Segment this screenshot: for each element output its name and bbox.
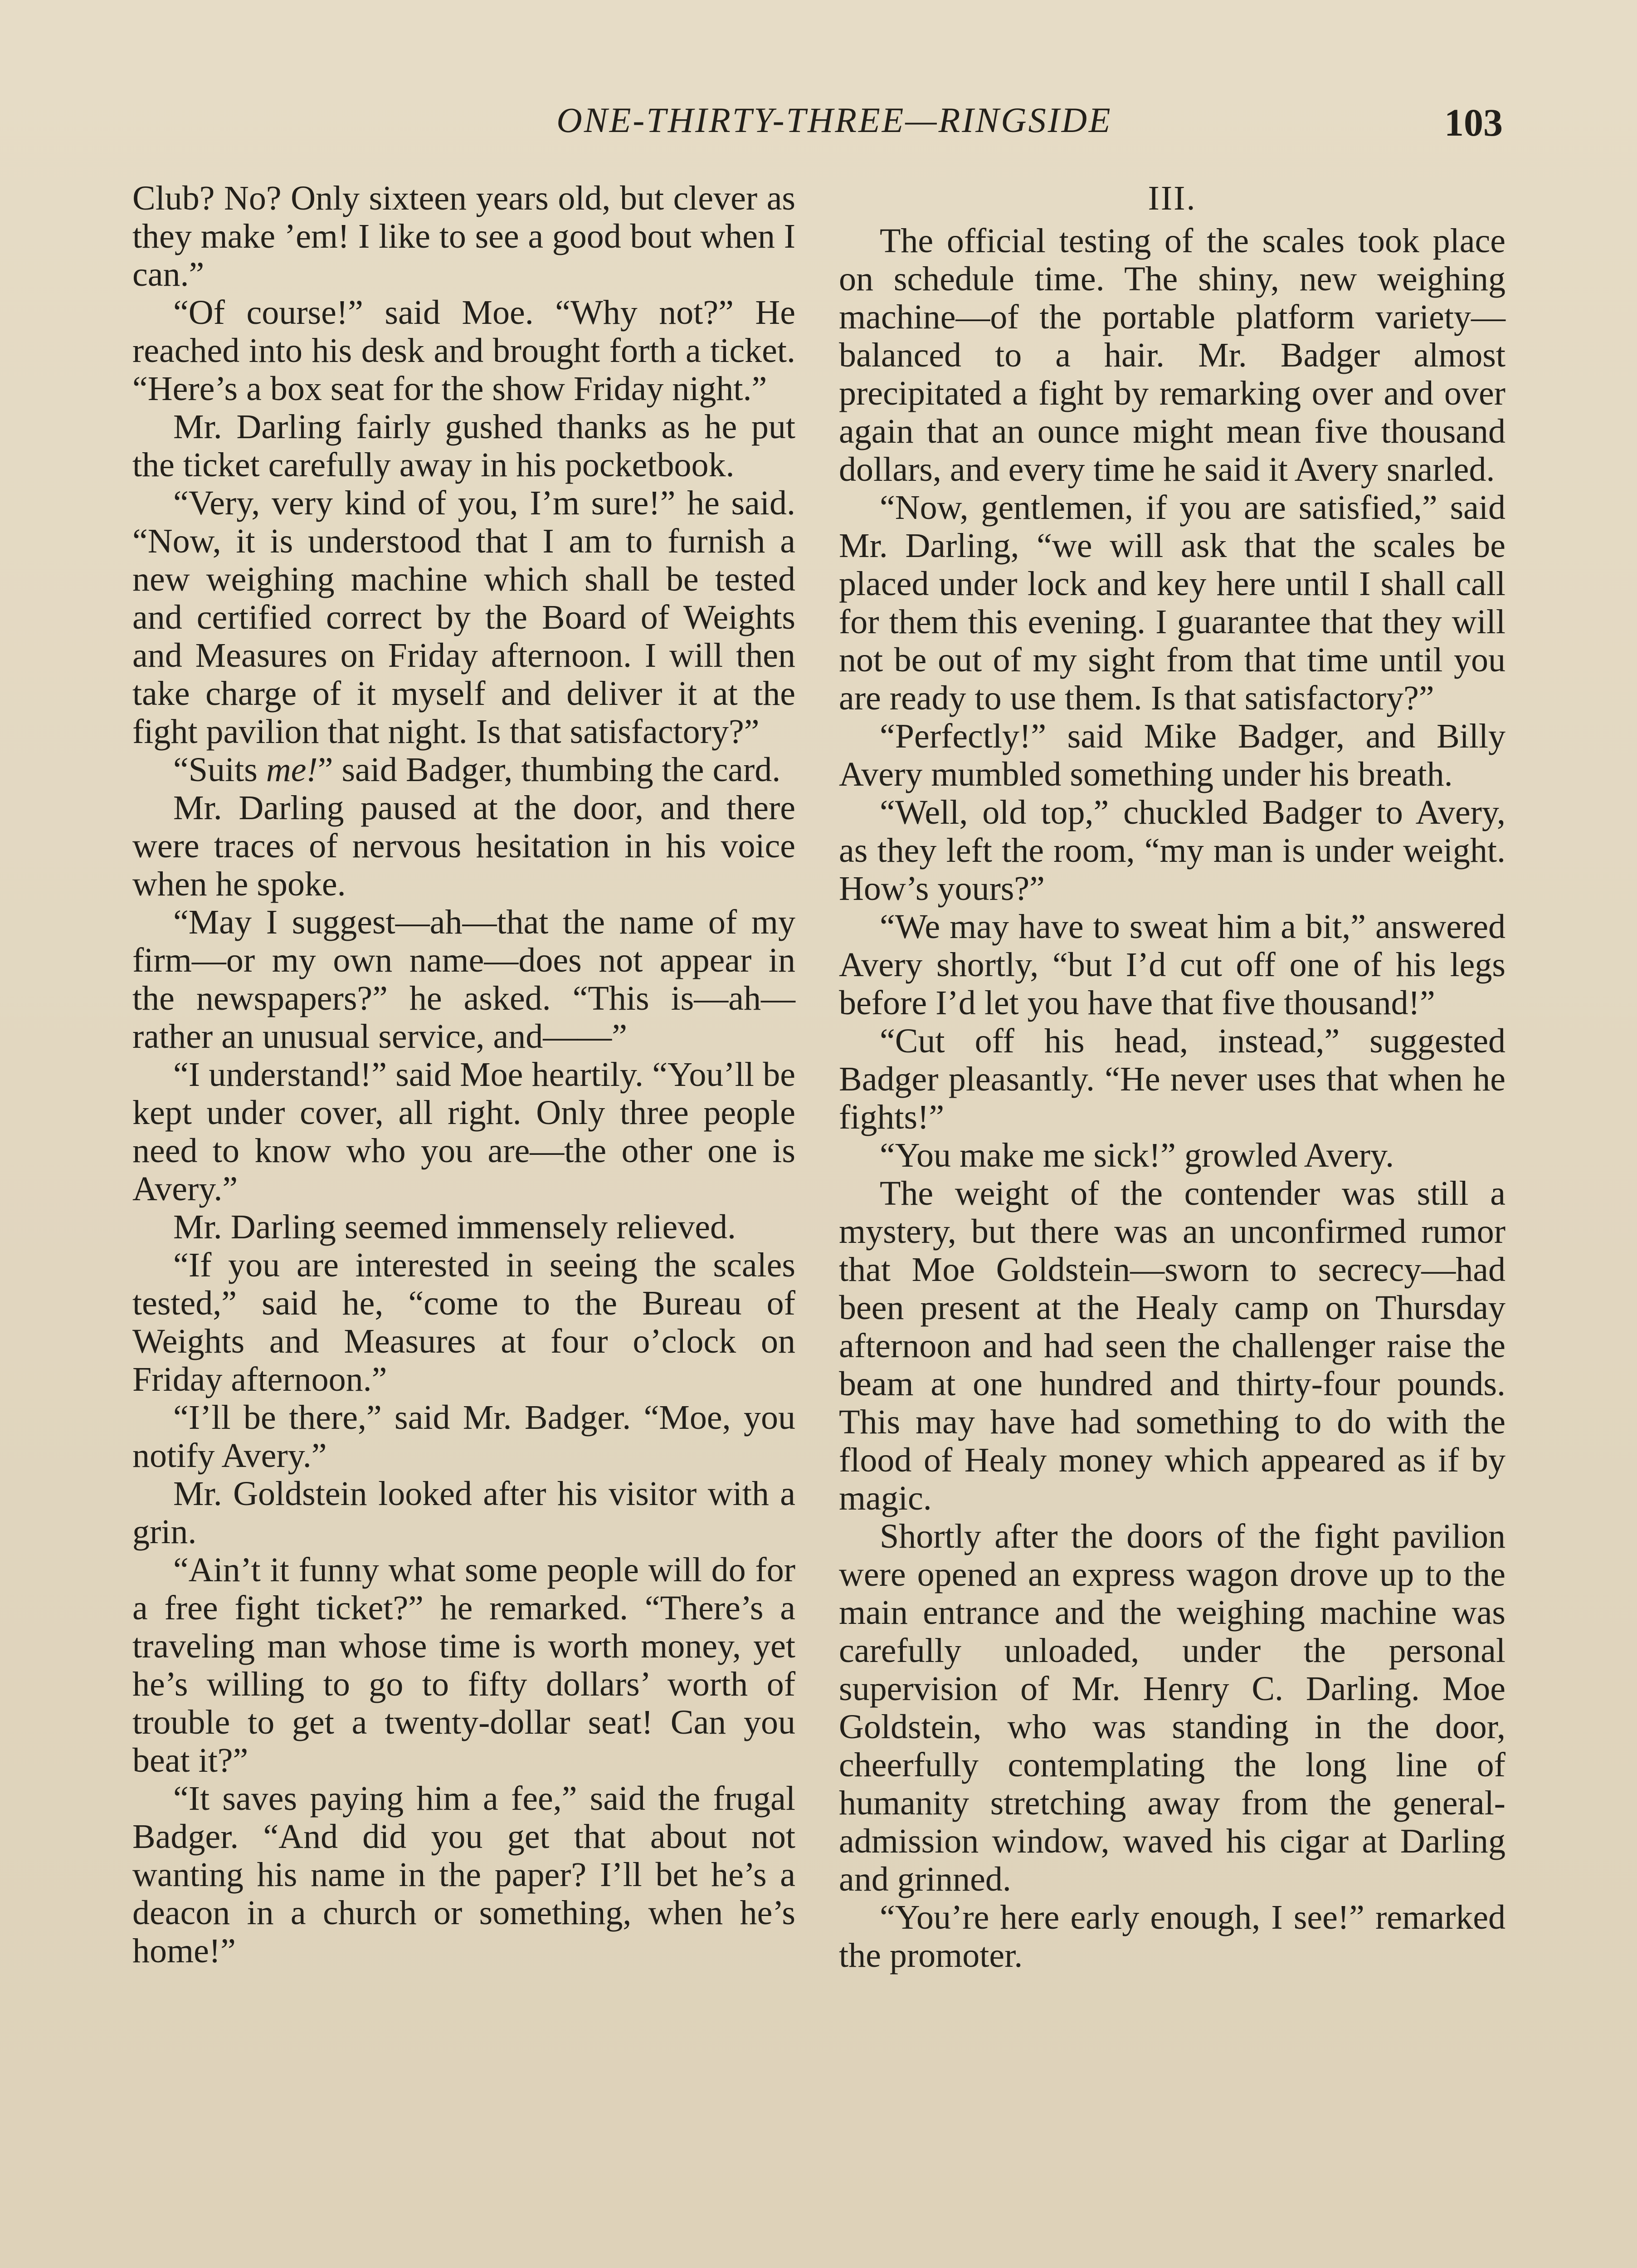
emphasis-text: me! — [266, 751, 318, 789]
paragraph: “Well, old top,” chuckled Badger to Avery, as they left the room, “my man is under weight. How’s yours?” — [839, 793, 1505, 908]
paragraph: The official testing of the scales took place on schedule time. The shiny, new weighing machine—of the portable platform variety—balanced to a hair. Mr. Badger almost precipitated a fight by remarking over and over again that an ounce might mean five thousand dollars, and every time he said it Avery snarled. — [839, 222, 1505, 489]
quote-open: “Suits — [173, 751, 266, 789]
paragraph: “May I suggest—ah—that the name of my firm—or my own name—does not appear in the newspapers?” he asked. “This is—ah—rather an unusual service, and——” — [132, 903, 795, 1056]
paragraph: “I’ll be there,” said Mr. Badger. “Moe, you notify Avery.” — [132, 1398, 795, 1475]
paragraph: “Cut off his head, instead,” suggested Badger pleasantly. “He never uses that when he fights!” — [839, 1022, 1505, 1136]
paragraph: Mr. Darling seemed immensely relieved. — [173, 1208, 736, 1246]
paragraph: “You make me sick!” growled Avery. — [880, 1136, 1394, 1174]
page-number: 103 — [1444, 101, 1503, 144]
paragraph: Mr. Darling fairly gushed thanks as he put the ticket carefully away in his pocketbook. — [132, 408, 795, 484]
running-title: ONE-THIRTY-THREE—RINGSIDE — [556, 100, 1112, 140]
paragraph: Shortly after the doors of the fight pavilion were opened an express wagon drove up to the main entrance and the weighing machine was carefully unloaded, under the personal supervision of Mr. Henry C. Darling. Moe Goldstein, who was standing in the door, cheerfully contemplating the long line of humanity stretching away from the general-admission window, waved his cigar at Darling and grinned. — [839, 1517, 1505, 1898]
paragraph: “Ain’t it funny what some people will do for a free fight ticket?” he remarked. “There’s a traveling man whose time is worth money, yet he’s willing to go to fifty dollars’ worth of trouble to get a twenty-dollar seat! Can you beat it?” — [132, 1551, 795, 1779]
paragraph: “You’re here early enough, I see!” remarked the promoter. — [839, 1898, 1505, 1975]
paragraph: Mr. Goldstein looked after his visitor with a grin. — [132, 1475, 795, 1551]
left-column — [132, 179, 795, 1970]
paragraph: “It saves paying him a fee,” said the frugal Badger. “And did you get that about not wanting his name in the paper? I’ll bet he’s a deacon in a church or something, when he’s home!” — [132, 1779, 795, 1970]
paragraph: “Very, very kind of you, I’m sure!” he said. “Now, it is understood that I am to furnish a new weighing machine which shall be tested and certified correct by the Board of Weights and Measures on Friday afternoon. I will then take charge of it myself and deliver it at the fight pavilion that night. Is that satisfactory?” — [132, 484, 795, 751]
paragraph: The weight of the contender was still a mystery, but there was an unconfirmed rumor that Moe Goldstein—sworn to secrecy—had been present at the Healy camp on Thursday afternoon and had seen the challenger raise the beam at one hundred and thirty-four pounds. This may have had something to do with the flood of Healy money which appeared as if by magic. — [839, 1174, 1505, 1517]
paragraph: “Perfectly!” said Mike Badger, and Billy Avery mumbled something under his breath. — [839, 717, 1505, 793]
quote-close: ” said Badger, thumbing the card. — [317, 751, 781, 789]
paragraph: “I understand!” said Moe heartily. “You’ll be kept under cover, all right. Only three people need to know who you are—the other one is Avery.” — [132, 1056, 795, 1208]
paragraph-suits-me — [132, 751, 795, 789]
paragraph: “Now, gentlemen, if you are satisfied,” said Mr. Darling, “we will ask that the scales be placed under lock and key here until I shall call for them this evening. I guarantee that they will not be out of my sight from that time until you are ready to use them. Is that satisfactory?” — [839, 489, 1505, 717]
section-heading: III. — [1148, 179, 1197, 217]
paragraph: “Of course!” said Moe. “Why not?” He reached into his desk and brought forth a ticket. “Here’s a box seat for the show Friday night.” — [132, 293, 795, 408]
paragraph: Club? No? Only sixteen years old, but clever as they make ’em! I like to see a good bout when I can.” — [132, 179, 795, 293]
paragraph: Mr. Darling paused at the door, and there were traces of nervous hesitation in his voice when he spoke. — [132, 789, 795, 903]
right-column — [839, 179, 1505, 1975]
paragraph: “If you are interested in seeing the scales tested,” said he, “come to the Bureau of Weights and Measures at four o’clock on Friday afternoon.” — [132, 1246, 795, 1398]
paragraph: “We may have to sweat him a bit,” answered Avery shortly, “but I’d cut off one of his legs before I’d let you have that five thousand!” — [839, 908, 1505, 1022]
